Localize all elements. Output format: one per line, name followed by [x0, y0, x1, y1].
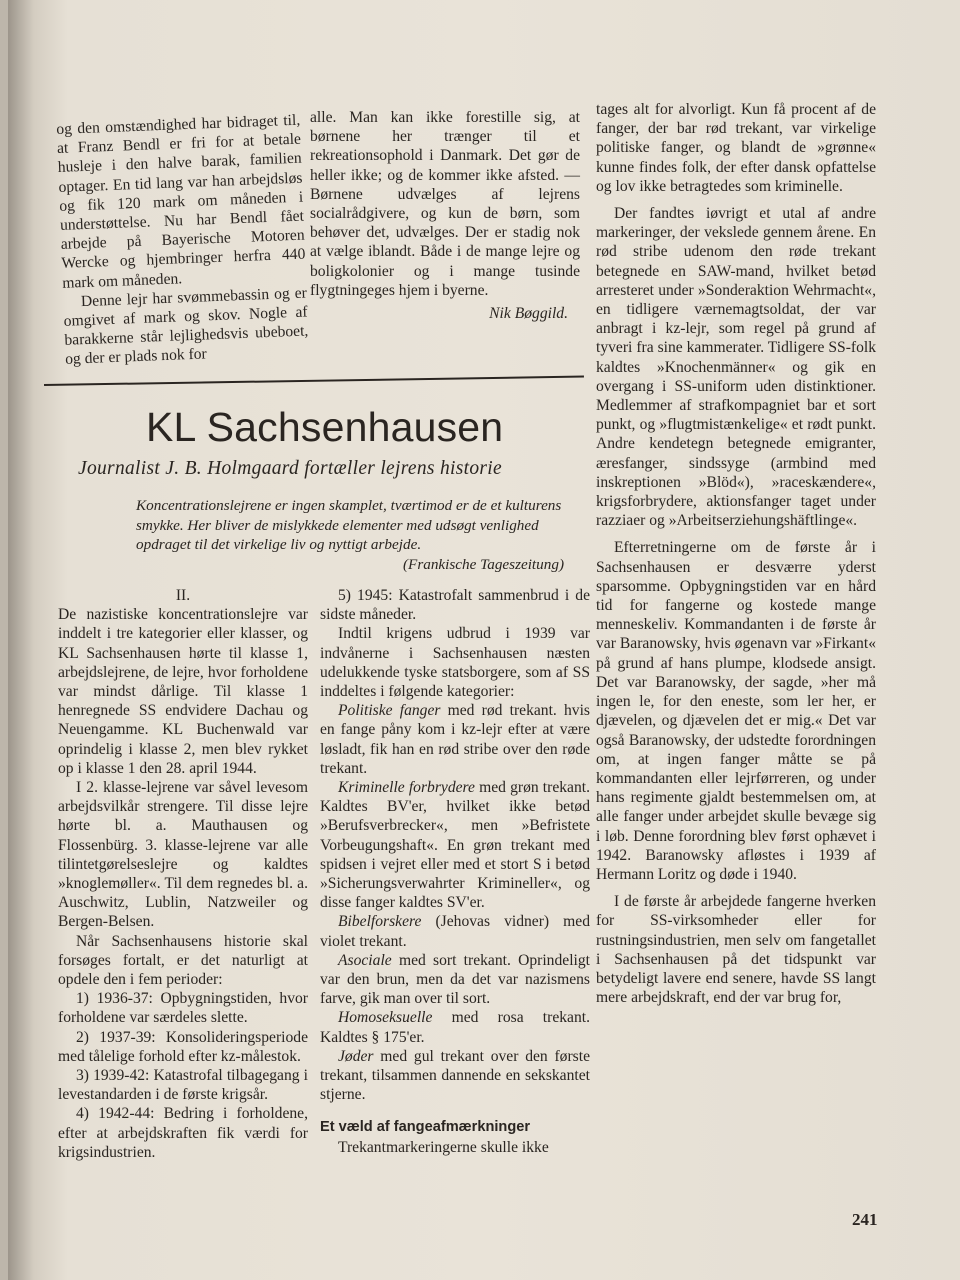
top-left-column — [56, 111, 309, 370]
paragraph: Denne lejr har svømmebassin og er omgivet af mark og skov. Nogle af barakkerne står lejlighedsvis ubeboet, og der er plads nok for — [63, 284, 309, 369]
epigraph — [136, 496, 564, 574]
paragraph: Trekantmarkeringerne skulle ikke — [338, 1138, 549, 1156]
category-text: med sort trekant. Oprindeligt var den brun, men da det var nazismens farve, gik man over til sort. — [320, 951, 590, 1008]
category-item — [320, 951, 590, 1009]
paragraph: I 2. klasse-lejrene var såvel levesom arbejdsvilkår strengere. Til disse lejre hørte bl. a. Mauthausen og Flossenbürg. 3. klasse-lejrene var alle tilintetgørelseslejre og kaldtes »knoglemøller«. Til dem regnedes bl. a. Auschwitz, Lublin, Natzweiler og Bergen-Belsen. — [58, 779, 308, 931]
paragraph: og den omstændighed har bidraget til, at Franz Bendl er fri for at betale husleje i den halve barak, familien optager. En tid lang var han arbejdsløs og fik 120 mark om måneden i understøttelse. Nu har Bendl fået arbejde på Bayerische Motoren Wercke og hjembringer herfra 440 mark om måneden. — [56, 111, 306, 292]
period-item: 3) 1939-42: Katastrofal tilbagegang i levestandarden i de første krigsår. — [58, 1067, 308, 1104]
category-item — [320, 912, 590, 950]
paragraph: Når Sachsenhausens historie skal forsøges fortalt, er det naturligt at opdele den i fem perioder: — [58, 932, 308, 989]
paragraph: alle. Man kan ikke forestille sig, at børnene her trænger til et rekreationsophold i Danmark. Det gør de heller ikke; og de kommer ikke afsted. — Børnene udvælges af lejrens socialrådgivere, og kun de børn, som behøver det, udvælges. Der er stadig nok at vælge iblandt. Både i de mange lejre og boligkolonier og i mange tusinde flygtningeges hjem i byerne. — [310, 109, 580, 299]
article-subtitle: Journalist J. B. Holmgaard fortæller lejrens historie — [78, 458, 502, 479]
category-label: Kriminelle forbrydere — [338, 779, 475, 797]
category-label: Asociale — [338, 951, 392, 969]
category-item — [320, 1047, 590, 1105]
category-label: Bibelforskere — [338, 913, 422, 931]
category-label: Jøder — [338, 1047, 374, 1065]
right-column — [596, 100, 876, 1007]
category-text: med rød trekant. hvis en fange påny kom i kz-lejr efter at være løsladt, fik han en rød stribe over den røde trekant. — [320, 702, 590, 777]
paragraph: De nazistiske koncentrationslejre var inddelt i tre kategorier eller klasser, og KL Sachsenhausen hørte til klasse 1, arbejdslejrene, de lejre, hvor forholdene var mindst dårlige. Til klasse 1 henregnede SS endvidere Dachau og Neuengamme. KL Buchenwald var oprindelig i klasse 2, men blev rykket op i klasse 1 den 28. april 1944. — [58, 606, 308, 777]
paragraph: Indtil krigens udbrud i 1939 var indvånerne i Sachsenhausen næsten udelukkende tyske statsborgere, som af SS inddeltes i følgende kategorier: — [320, 625, 590, 701]
paragraph: Efterretningerne om de første år i Sachsenhausen er desværre yderst sparsomme. Opbygningstiden var en hård tid for fangerne og kostede mange menneskeliv. Kommandanten i de første år var Baranowsky, hvis øgenavn var »Firkant« på grund af hans plumpe, klodsede ansigt. Det var Baranowsky, der sagde, »her må ingen le, for den eneste, som ler her, er djævelen, og djævelen det er mig.« Det var også Baranowsky, der udstedte forordningen om, at ingen fanger måtte se på kommandanten eller lejrførreren, og under hans regimente gjaldt bestemmelsen om, at alle fanger under arbejdet skulle bevæge sig i løb. Denne forordning blev først ophævet i 1942. Baranowsky afløstes i 1939 af Hermann Loritz og døde i 1940. — [596, 539, 876, 883]
category-text: med grøn trekant. Kaldtes BV'er, hvilket ikke betød »Berufsverbrecker«, men »Befristete Vorbeugungshaft«. En grøn trekant med spidsen i vejret eller med et stort S i betød »Sicherungsverwahrter Krimineller«, og disse fanger kaldtes SV'er. — [320, 779, 590, 912]
epigraph-text: Koncentrationslejrene er ingen skamplet, tværtimod er de et kulturens smykke. Her bliver de mislykkede elementer med udsøgt venlighed opdraget til det virkelige liv og nyttigt arbejde. — [136, 497, 562, 553]
period-item: 1) 1936-37: Opbygningstiden, hvor forholdene var særdeles slette. — [58, 990, 308, 1027]
paragraph: Der fandtes iøvrigt et utal af andre markeringer, der vekslede gennem årene. En rød stribe udenom den røde trekant betegnede en SAW-mand, hvilket betød arresteret under »Sonderaktion Wehrmacht«, en tidligere værnemagtsoldat, der var anbragt i kz-lejr, som regel på grund af tyveri fra sine kammerater. Tidligere SS-folk kaldtes »Knochenmänner« og gik en overgang i SS-uniform uden distinktioner. Medlemmer af strafkompagniet bar et sort punkt, og »flugtmistænkelige« et rødt punkt. Andre kendetegn betegnede emigranter, æresfanger, sindssyge (armbind med inskreptionen »Blöd«), »raceskændere«, krigsforbrydere, aktionsfanger taget under razziaer og »Arbeitserziehungshäftlinge«. — [596, 205, 876, 530]
category-label: Homoseksuelle — [338, 1009, 433, 1027]
category-item — [320, 1008, 590, 1046]
category-item — [320, 701, 590, 778]
period-item: 4) 1942-44: Bedring i forholdene, efter at arbejdskraften fik værdi for krigsindustrien. — [58, 1105, 308, 1161]
left-column — [58, 586, 308, 1162]
page-number: 241 — [852, 1210, 878, 1229]
top-middle-column — [310, 108, 580, 323]
magazine-page — [8, 0, 960, 1280]
author-signature: Nik Bøggild. — [489, 305, 568, 323]
paragraph: tages alt for alvorligt. Kun få procent af de fanger, der bar rød trekant, var virkelige politiske fanger, og blandt de »grønne« kunne findes folk, der efter dansk opfattelse og lov ikke betragtedes som kriminelle. — [596, 101, 876, 195]
middle-column — [320, 586, 590, 1157]
article-title: KL Sachsenhausen — [146, 404, 504, 450]
category-text: med gul trekant over den første trekant, tilsammen dannende en sekskantet stjerne. — [320, 1047, 590, 1104]
section-number: II. — [175, 587, 191, 604]
section-subheading: Et væld af fangeafmærkninger — [320, 1119, 531, 1136]
section-divider — [44, 376, 584, 386]
period-item: 5) 1945: Katastrofalt sammenbrud i de sidste måneder. — [320, 587, 590, 624]
epigraph-source: (Frankische Tageszeitung) — [403, 555, 564, 573]
category-item — [320, 778, 590, 912]
category-text: (Jehovas vidner) med violet trekant. — [320, 913, 590, 950]
category-label: Politiske fanger — [338, 702, 441, 720]
period-item: 2) 1937-39: Konsolideringsperiode med tålelige forhold efter kz-målestok. — [58, 1028, 308, 1065]
category-text: med rosa trekant. Kaldtes § 175'er. — [320, 1009, 590, 1046]
paragraph: I de første år arbejdede fangerne hverken for SS-virksomheder eller for rustningsindustrien, men selv om fangetallet i Sachsenhausen på det tidspunkt var betydeligt lavere end senere, havde SS langt mere arbejdskraft, end der var brug for, — [596, 893, 876, 1007]
